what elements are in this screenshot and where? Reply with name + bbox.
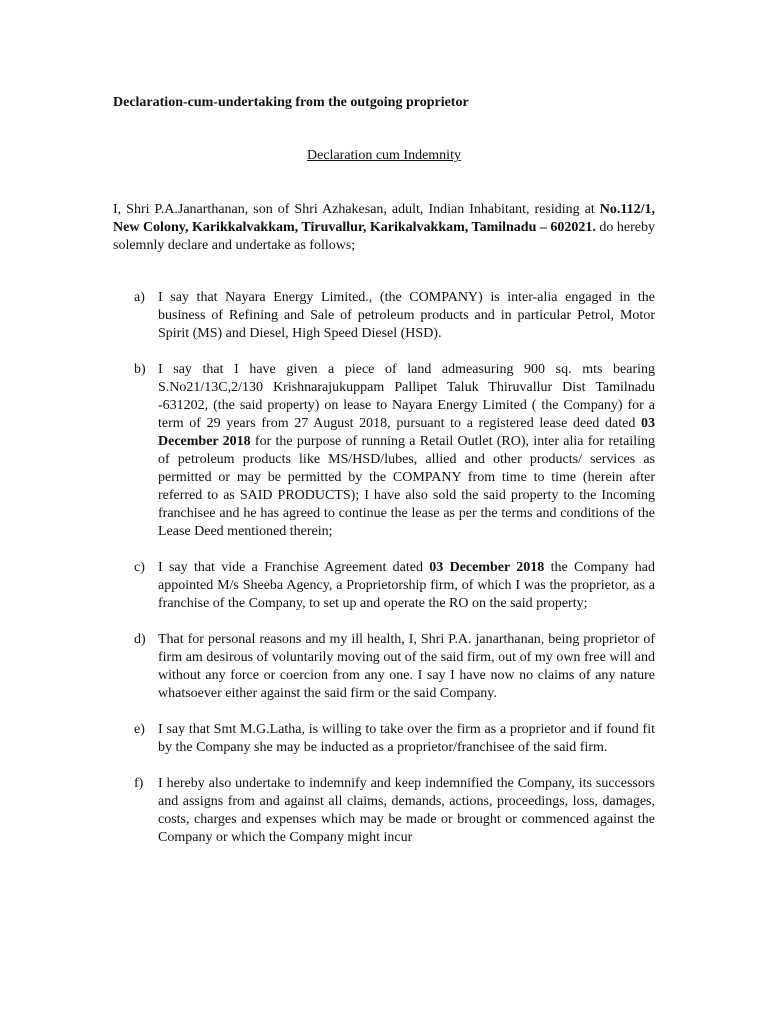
item-date-bold: 03 December 2018 xyxy=(429,560,545,575)
item-letter: c) xyxy=(134,560,145,575)
declaration-item-c xyxy=(113,559,655,613)
item-text-before: I say that vide a Franchise Agreement dated xyxy=(158,560,430,575)
declaration-item-a xyxy=(113,289,655,343)
item-text-after: the Company had appointed M/s Sheeba Agency, a Proprietorship firm, of which I was the proprietor, as a franchise of the Company, to set up and operate the RO on the said property; xyxy=(158,560,655,611)
item-letter: f) xyxy=(134,776,144,791)
declaration-item-e xyxy=(113,721,655,757)
item-date-bold: 03 December 2018 xyxy=(158,416,655,449)
item-text: That for personal reasons and my ill health, I, Shri P.A. janarthanan, being proprietor of firm am desirous of voluntarily moving out of the said firm, out of my own free will and without any force or coercion from any one. I say I have now no claims of any nature whatsoever either against the said firm or the said Company. xyxy=(158,632,655,701)
intro-text-before: I, Shri P.A.Janarthanan, son of Shri Azhakesan, adult, Indian Inhabitant, residing at xyxy=(113,202,600,217)
item-text-after: for the purpose of running a Retail Outlet (RO), inter alia for retailing of petroleum products like MS/HSD/lubes, allied and other products/ services as permitted or may be permitted by the COMPANY from time to time (herein after referred to as SAID PRODUCTS); I have also sold the said property to the Incoming franchisee and he has agreed to continue the lease as per the terms and conditions of the Lease Deed mentioned therein; xyxy=(158,434,655,539)
item-text-before: I say that I have given a piece of land admeasuring 900 sq. mts bearing S.No21/13C,2/130 Krishnarajukuppam Pallipet Taluk Thiruvallur Dist Tamilnadu -631202, (the said property) on lease to Nayara Energy Limited ( the Company) for a term of 29 years from 27 August 2018, pursuant to a registered lease deed dated xyxy=(158,362,655,431)
declaration-list xyxy=(113,289,655,847)
item-letter: a) xyxy=(134,290,145,305)
intro-text-after: do hereby solemnly declare and undertake as follows; xyxy=(113,220,656,253)
intro-paragraph xyxy=(113,201,655,255)
item-letter: d) xyxy=(134,632,146,647)
item-letter: b) xyxy=(134,362,146,377)
declaration-item-f xyxy=(113,775,655,847)
declaration-item-b xyxy=(113,361,655,541)
item-text: I say that Smt M.G.Latha, is willing to take over the firm as a proprietor and if found fit by the Company she may be inducted as a proprietor/franchisee of the said firm. xyxy=(158,722,655,755)
document-subtitle: Declaration cum Indemnity xyxy=(307,148,461,163)
item-letter: e) xyxy=(134,722,145,737)
document-title: Declaration-cum-undertaking from the outgoing proprietor xyxy=(113,95,469,110)
item-text: I say that Nayara Energy Limited., (the COMPANY) is inter-alia engaged in the business of Refining and Sale of petroleum products and in particular Petrol, Motor Spirit (MS) and Diesel, High Speed Diesel (HSD). xyxy=(158,290,655,341)
declaration-item-d xyxy=(113,631,655,703)
item-text: I hereby also undertake to indemnify and keep indemnified the Company, its successors and assigns from and against all claims, demands, actions, proceedings, loss, damages, costs, charges and expenses which may be made or brought or commenced against the Company or which the Company might incur xyxy=(158,776,655,845)
intro-address: No.112/1, New Colony, Karikkalvakkam, Tiruvallur, Karikalvakkam, Tamilnadu – 602021. xyxy=(113,202,655,235)
